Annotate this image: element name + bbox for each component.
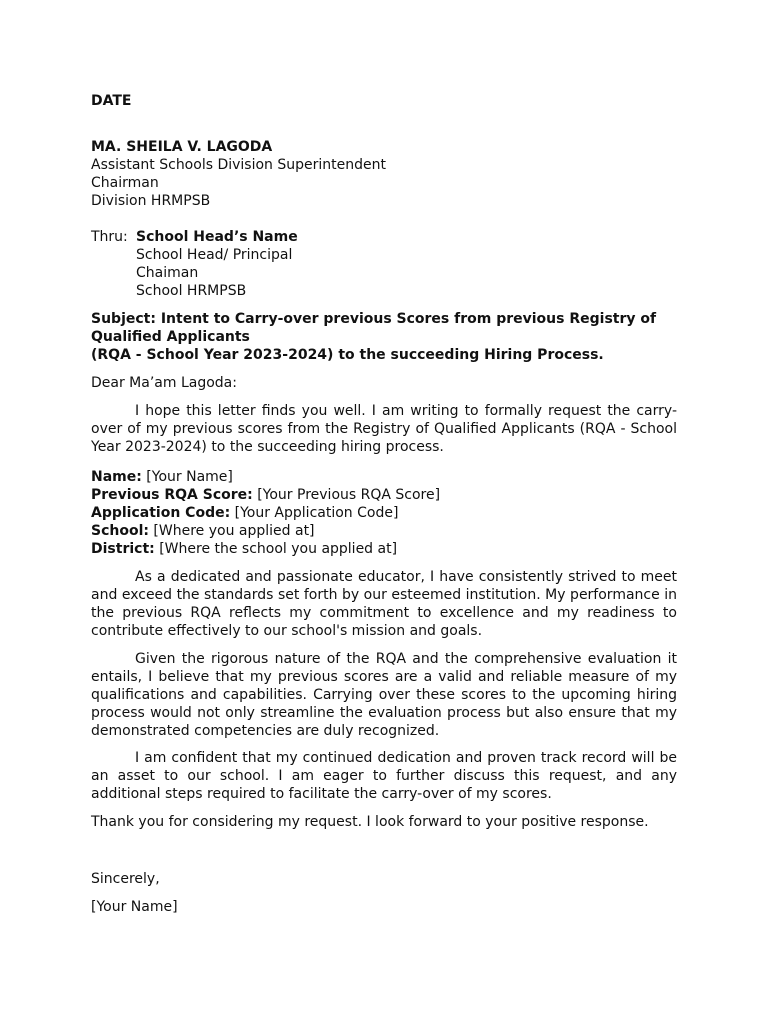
subject-line-1: Subject: Intent to Carry-over previous Scores from previous Registry of bbox=[91, 311, 657, 327]
recipient-office: Division HRMPSB bbox=[91, 193, 211, 209]
closing-line: Thank you for considering my request. I look forward to your positive response. bbox=[91, 814, 649, 830]
field-district: District: [Where the school you applied at] bbox=[91, 541, 398, 557]
subject-line bbox=[91, 310, 677, 364]
intro-paragraph: I hope this letter finds you well. I am writing to formally request the carry-over of my previous scores from the Registry of Qualified Applicants (RQA - School Year 2023-2024) to the succeeding hiring process. bbox=[91, 403, 677, 455]
thru-office: School HRMPSB bbox=[136, 283, 247, 299]
date-label: DATE bbox=[91, 93, 132, 109]
field-previous-rqa-score: Previous RQA Score: [Your Previous RQA Score] bbox=[91, 487, 441, 503]
salutation: Dear Ma’am Lagoda: bbox=[91, 375, 237, 391]
thru-role: Chaiman bbox=[136, 265, 199, 281]
field-application-code: Application Code: [Your Application Code] bbox=[91, 505, 399, 521]
subject-line-2: Qualified Applicants bbox=[91, 329, 250, 345]
subject-line-3: (RQA - School Year 2023-2024) to the succeeding Hiring Process. bbox=[91, 347, 604, 363]
field-school: School: [Where you applied at] bbox=[91, 523, 315, 539]
recipient-role: Chairman bbox=[91, 175, 159, 191]
thru-block bbox=[136, 228, 298, 300]
thru-label: Thru: bbox=[91, 229, 128, 245]
recipient-block bbox=[91, 138, 677, 210]
signature-placeholder: [Your Name] bbox=[91, 899, 178, 915]
body-paragraph-3: I am confident that my continued dedication and proven track record will be an asset to our school. I am eager to further discuss this request, and any additional steps required to facilitate the carry-over of my scores. bbox=[91, 750, 677, 802]
body-paragraph-1: As a dedicated and passionate educator, I have consistently strived to meet and exceed the standards set forth by our esteemed institution. My performance in the previous RQA reflects my commitment to excellence and my readiness to contribute effectively to our school's mission and goals. bbox=[91, 569, 677, 639]
sign-off: Sincerely, bbox=[91, 871, 160, 887]
applicant-fields bbox=[91, 468, 677, 558]
field-name: Name: [Your Name] bbox=[91, 469, 233, 485]
recipient-name: MA. SHEILA V. LAGODA bbox=[91, 139, 273, 155]
recipient-title: Assistant Schools Division Superintendent bbox=[91, 157, 386, 173]
thru-title: School Head/ Principal bbox=[136, 247, 293, 263]
thru-name: School Head’s Name bbox=[136, 229, 298, 245]
body-paragraph-2: Given the rigorous nature of the RQA and the comprehensive evaluation it entails, I believe that my previous scores are a valid and reliable measure of my qualifications and capabilities. Carrying over these scores to the upcoming hiring process would not only streamline the evaluation process but also ensure that my demonstrated competencies are duly recognized. bbox=[91, 651, 677, 739]
